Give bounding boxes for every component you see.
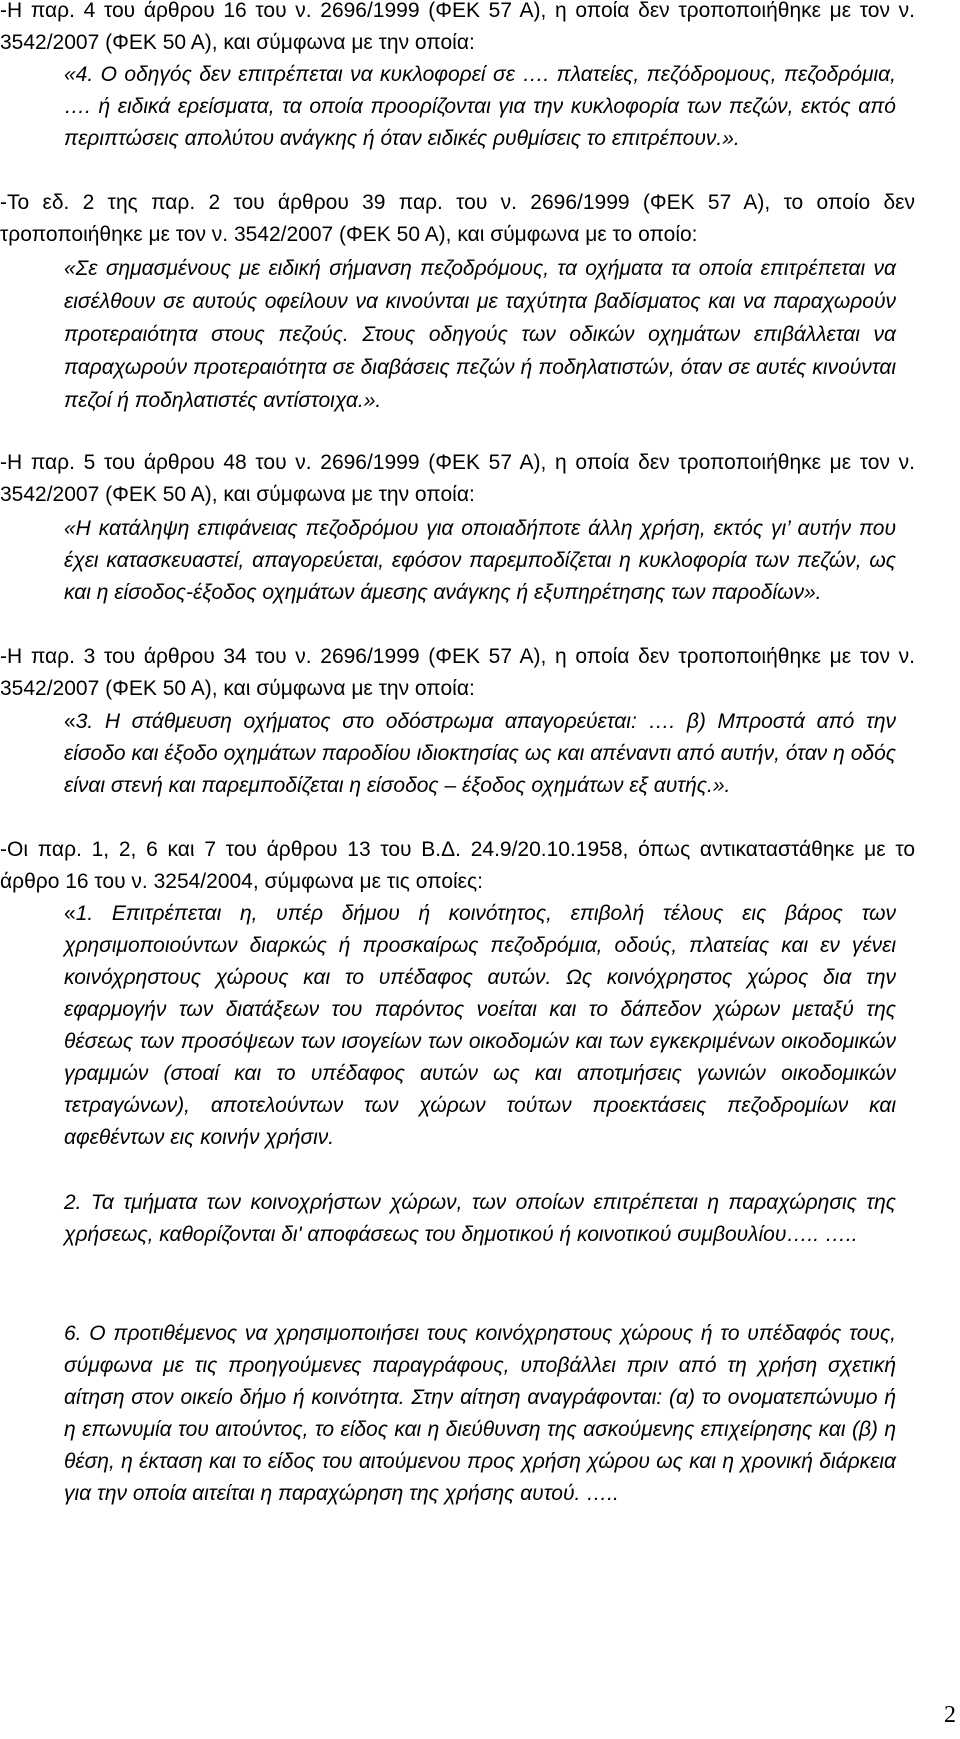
page-number: 2	[944, 1702, 956, 1728]
quoted-paragraph-2: 2. Τα τμήματα των κοινοχρήστων χώρων, των οποίων επιτρέπεται η παραχώρησις της χρήσεως, καθορίζονται δι' αποφάσεως του δημοτικού ή κοινοτικού συμβουλίου….. …..	[64, 1191, 896, 1246]
quoted-text	[64, 706, 896, 802]
quote-mark: «	[64, 710, 76, 733]
quoted-paragraph-6: 6. Ο προτιθέμενος να χρησιμοποιήσει τους κοινόχρηστους χώρους ή το υπέδαφός τους, σύμφωνα με τις προηγούμενες παραγράφους, υποβάλλει πριν από τη χρήση σχετική αίτηση στον οικείο δήμο ή κοινότητα. Στην αίτηση αναγράφονται: (α) το ονοματεπώνυμο ή η επωνυμία του αιτούντος, το είδος και η διεύθυνση της ασκούμενης επιχείρησης και (β) η θέση, η έκταση και το είδος του αιτούμενου προς χρήση χώρου ως και η χρονική διάρκεια για την οποία αιτείται η παραχώρηση της χρήσης αυτού. …..	[64, 1322, 896, 1505]
quoted-text: «4. Ο οδηγός δεν επιτρέπεται να κυκλοφορεί σε …. πλατείες, πεζόδρομους, πεζοδρόμια, …. ή ειδικά ερείσματα, τα οποία προορίζονται για την κυκλοφορία των πεζών, εκτός από περιπτώσεις απολύτου ανάγκης ή όταν ειδικές ρυθμίσεις το επιτρέπουν.».	[64, 63, 896, 150]
provision-intro: -Το εδ. 2 της παρ. 2 του άρθρου 39 παρ. του ν. 2696/1999 (ΦΕΚ 57 Α), το οποίο δεν τροποποιήθηκε με τον ν. 3542/2007 (ΦΕΚ 50 Α), και σύμφωνα με το οποίο:	[0, 191, 915, 246]
quoted-text-body: 1. Επιτρέπεται η, υπέρ δήμου ή κοινότητος, επιβολή τέλους εις βάρος των χρησιμοποιούντων διαρκώς ή προσκαίρως πεζοδρόμια, οδούς, πλατείας και εν γένει κοινόχρηστους χώρους και το υπέδαφος αυτών. Ως κοινόχρηστος χώρος δια την εφαρμογήν των διατάξεων του παρόντος νοείται και το δάπεδον χώρων μεταξύ της θέσεως των προσόψεων των ισογείων των οικοδομών και των εγκεκριμένων οικοδομικών γραμμών (στοαί και το υπέδαφος αυτών ως και αποτμήσεις γωνιών οικοδομικών τετραγώνων), αποτελούντων των χώρων τούτων προεκτάσεις πεζοδρομίων και αφεθέντων εις κοινήν χρήσιν.	[64, 902, 896, 1149]
provision-intro: -Οι παρ. 1, 2, 6 και 7 του άρθρου 13 του Β.Δ. 24.9/20.10.1958, όπως αντικαταστάθηκε με το άρθρο 16 του ν. 3254/2004, σύμφωνα με τις οποίες:	[0, 838, 915, 893]
quoted-text-body: 3. Η στάθμευση οχήματος στο οδόστρωμα απαγορεύεται: …. β) Μπροστά από την είσοδο και έξοδο οχημάτων παροδίου ιδιοκτησίας ως και απέναντι από αυτήν, όταν η οδός είναι στενή και παρεμποδίζεται η είσοδος – έξοδος οχημάτων εξ αυτής.».	[64, 710, 896, 797]
provision-intro: -Η παρ. 3 του άρθρου 34 του ν. 2696/1999 (ΦΕΚ 57 Α), η οποία δεν τροποποιήθηκε με τον ν. 3542/2007 (ΦΕΚ 50 Α), και σύμφωνα με την οποία:	[0, 645, 915, 700]
quote-mark: «	[64, 902, 76, 925]
provision-intro: -Η παρ. 4 του άρθρου 16 του ν. 2696/1999 (ΦΕΚ 57 Α), η οποία δεν τροποποιήθηκε με τον ν. 3542/2007 (ΦΕΚ 50 Α), και σύμφωνα με την οποία:	[0, 0, 915, 54]
provision-intro: -Η παρ. 5 του άρθρου 48 του ν. 2696/1999 (ΦΕΚ 57 Α), η οποία δεν τροποποιήθηκε με τον ν. 3542/2007 (ΦΕΚ 50 Α), και σύμφωνα με την οποία:	[0, 451, 915, 506]
quoted-text: «Σε σημασμένους με ειδική σήμανση πεζοδρόμους, τα οχήματα τα οποία επιτρέπεται να εισέλθουν σε αυτούς οφείλουν να κινούνται με ταχύτητα βαδίσματος και να παραχωρούν προτεραιότητα στους πεζούς. Στους οδηγούς των οδικών οχημάτων επιβάλλεται να παραχωρούν προτεραιότητα σε διαβάσεις πεζών ή ποδηλατιστών, όταν σε αυτές κινούνται πεζοί ή ποδηλατιστές αντίστοιχα.».	[64, 257, 896, 412]
quoted-text: «Η κατάληψη επιφάνειας πεζοδρόμου για οποιαδήποτε άλλη χρήση, εκτός γι’ αυτήν που έχει κατασκευαστεί, απαγορεύεται, εφόσον παρεμποδίζεται η κυκλοφορία των πεζών, ως και η είσοδος-έξοδος οχημάτων άμεσης ανάγκης ή εξυπηρέτησης των παροδίων».	[64, 517, 896, 604]
quoted-paragraph-1	[64, 898, 896, 1154]
